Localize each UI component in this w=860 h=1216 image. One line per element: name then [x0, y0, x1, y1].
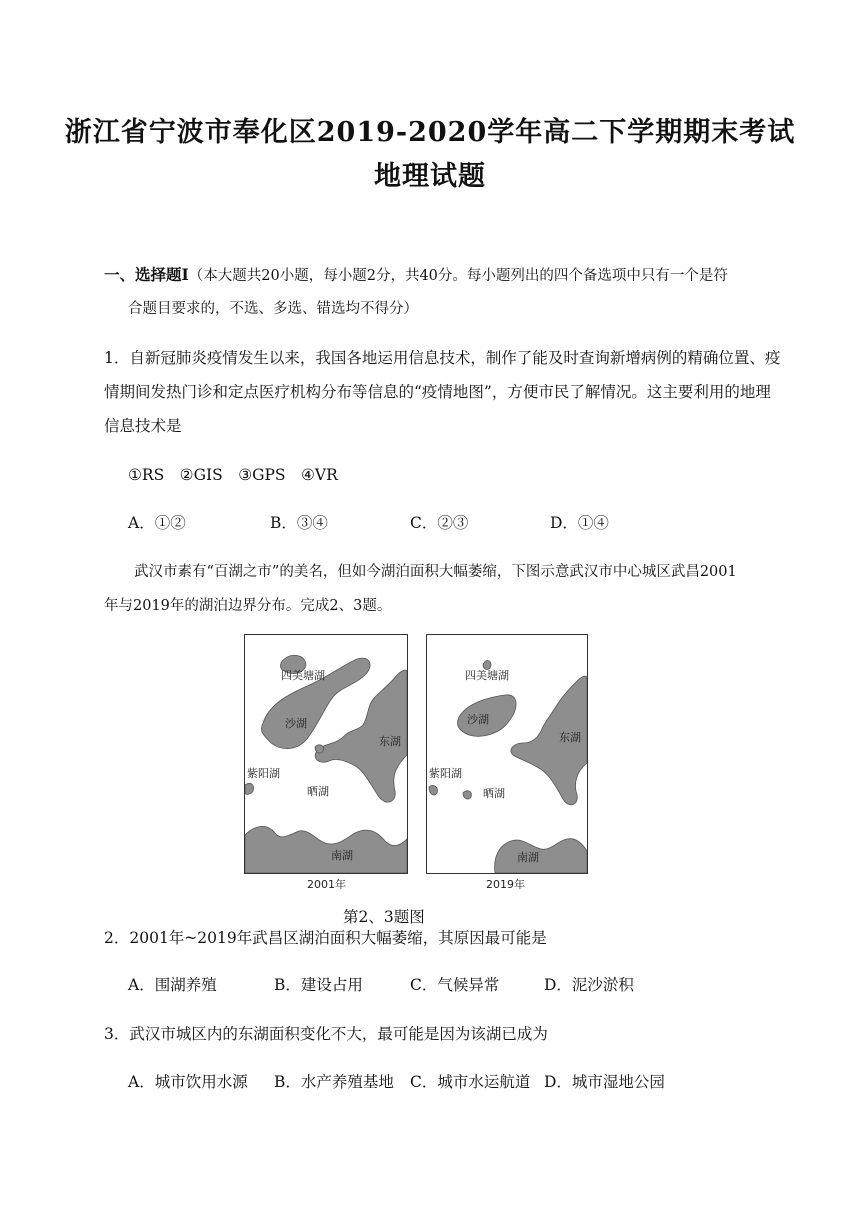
q3-option-c: C．城市水运航道 [410, 1073, 531, 1091]
label-dong-2001: 东湖 [379, 735, 401, 748]
section-header [104, 263, 728, 285]
label-ziyang-2001: 紫阳湖 [247, 767, 280, 780]
q2-stem: 2．2001年~2019年武昌区湖泊面积大幅萎缩，其原因最可能是 [104, 929, 547, 947]
q1-items: ①RS ②GIS ③GPS ④VR [128, 466, 338, 484]
passage-line1: 武汉市素有“百湖之市”的美名，但如今湖泊面积大幅萎缩，下图示意武汉市中心城区武昌2001 [134, 564, 737, 580]
nan-lake-2001 [245, 826, 407, 873]
shai-lake-2019 [463, 791, 471, 799]
q1-option-d: D．①④ [550, 514, 609, 532]
label-shai-2001: 晒湖 [307, 785, 329, 798]
q3-option-d: D．城市湿地公园 [544, 1073, 665, 1091]
passage-line2: 年与2019年的湖泊边界分布。完成2、3题。 [104, 598, 392, 614]
q3-option-b: B．水产养殖基地 [274, 1073, 394, 1091]
label-sha-2019: 沙湖 [467, 713, 489, 726]
map-year-2019: 2019年 [486, 878, 525, 891]
label-siemei-2019: 四美塘湖 [465, 669, 509, 682]
figure-caption: 第2、3题图 [343, 908, 425, 926]
ziyang-lake-2001 [245, 783, 254, 794]
label-nan-2019: 南湖 [517, 851, 539, 864]
q2-option-b: B．建设占用 [274, 976, 363, 994]
q2-option-a: A．围湖养殖 [128, 976, 217, 994]
lake-map-2019 [426, 634, 588, 874]
q1-option-c: C．②③ [410, 514, 469, 532]
q1-option-a: A．①② [128, 514, 186, 532]
small-lake-2001 [315, 745, 323, 753]
q2-option-d: D．泥沙淤积 [544, 976, 634, 994]
q1-option-b: B．③④ [270, 514, 328, 532]
section-description-line2: 合题目要求的，不选、多选、错选均不得分） [128, 301, 418, 317]
map-year-2001: 2001年 [307, 878, 346, 891]
q1-stem-line1: 1．自新冠肺炎疫情发生以来，我国各地运用信息技术，制作了能及时查询新增病例的精确位置、疫 [104, 349, 781, 367]
label-siemei-2001: 四美塘湖 [281, 669, 325, 682]
q3-stem: 3．武汉市城区内的东湖面积变化不大，最可能是因为该湖已成为 [104, 1025, 548, 1043]
q1-stem-line2: 情期间发热门诊和定点医疗机构分布等信息的“疫情地图”，方便市民了解情况。这主要利用的地理 [104, 383, 771, 401]
section-heading: 一、选择题Ⅰ [104, 265, 189, 284]
document-title-line1: 浙江省宁波市奉化区2019-2020学年高二下学期期末考试 [64, 117, 796, 148]
label-nan-2001: 南湖 [331, 849, 353, 862]
lake-map-2001-drawing [245, 635, 407, 873]
section-description: （本大题共20小题，每小题2分，共40分。每小题列出的四个备选项中只有一个是符 [188, 268, 728, 284]
label-dong-2019: 东湖 [559, 731, 581, 744]
ziyang-lake-2019 [429, 785, 437, 795]
q2-option-c: C．气候异常 [410, 976, 500, 994]
label-ziyang-2019: 紫阳湖 [429, 767, 462, 780]
nan-lake-2019 [495, 839, 587, 873]
q1-stem-line3: 信息技术是 [104, 417, 182, 435]
q3-option-a: A．城市饮用水源 [128, 1073, 248, 1091]
lake-map-2001 [244, 634, 408, 874]
document-title-line2: 地理试题 [374, 161, 486, 192]
label-shai-2019: 晒湖 [483, 787, 505, 800]
label-sha-2001: 沙湖 [285, 717, 307, 730]
